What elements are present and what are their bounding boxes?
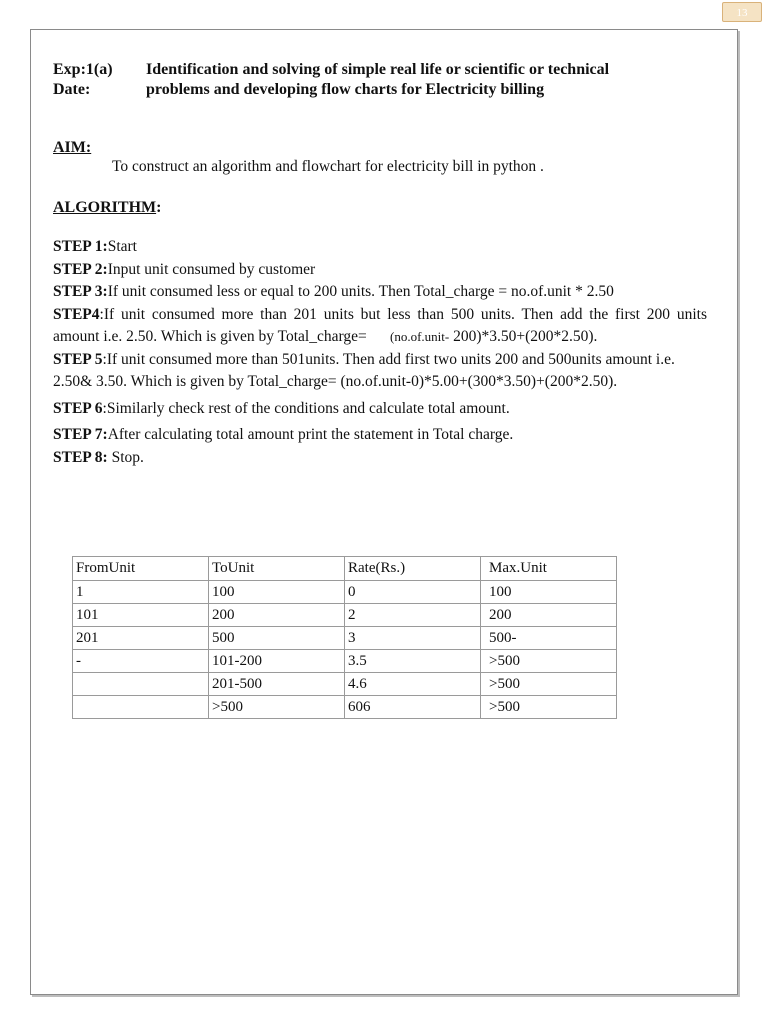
table-row: [73, 581, 617, 604]
aim-heading: AIM:: [53, 139, 92, 156]
column-header-max-unit: Max.Unit: [481, 557, 617, 581]
algorithm-steps: [53, 236, 707, 469]
column-header-to-unit: ToUnit: [209, 557, 345, 581]
algorithm-heading-colon: :: [156, 199, 162, 216]
cell-from-unit: 1: [73, 581, 209, 604]
column-header-from-unit: FromUnit: [73, 557, 209, 581]
experiment-title-line2: problems and developing flow charts for Electricity billing: [146, 81, 545, 98]
step-5: STEP 5:If unit consumed more than 501units. Then add first two units 200 and 500units amount i.e. 2.50& 3.50. Which is given by Total_charge= (no.of.unit-0)*5.00+(300*3.50)+(200*2.50).: [53, 350, 675, 390]
cell-from-unit: 201: [73, 627, 209, 650]
exp-label: Exp:1(a): [53, 61, 113, 78]
cell-max-unit: 500-: [481, 627, 617, 650]
column-header-rate: Rate(Rs.): [345, 557, 481, 581]
cell-max-unit: >500: [481, 673, 617, 696]
cell-to-unit: 200: [209, 604, 345, 627]
table-row: [73, 604, 617, 627]
cell-to-unit: 500: [209, 627, 345, 650]
cell-from-unit: [73, 696, 209, 719]
cell-max-unit: 100: [481, 581, 617, 604]
table-row: [73, 696, 617, 719]
step-8: STEP 8: Stop.: [53, 448, 144, 466]
step-4: STEP4:If unit consumed more than 201 units but less than 500 units. Then add the first 200 units amount i.e. 2.50. Which is given by Total_charge= (no.of.unit- 200)*3.50+(200*2.50).: [53, 305, 707, 345]
step-6: STEP 6:Similarly check rest of the conditions and calculate total amount.: [53, 399, 510, 417]
date-label: Date:: [53, 81, 91, 98]
cell-rate: 3: [345, 627, 481, 650]
page-number-badge: 13: [722, 2, 762, 22]
cell-to-unit: >500: [209, 696, 345, 719]
rate-table: [72, 556, 617, 719]
cell-max-unit: >500: [481, 650, 617, 673]
cell-from-unit: [73, 673, 209, 696]
step-2: STEP 2:Input unit consumed by customer: [53, 260, 316, 278]
cell-rate: 606: [345, 696, 481, 719]
algorithm-heading: [53, 199, 161, 217]
cell-max-unit: 200: [481, 604, 617, 627]
step-1: STEP 1:Start: [53, 238, 137, 255]
aim-text: To construct an algorithm and flowchart for electricity bill in python .: [112, 158, 544, 175]
experiment-header: [53, 60, 713, 100]
table-row: [73, 650, 617, 673]
table-row: [73, 627, 617, 650]
cell-from-unit: -: [73, 650, 209, 673]
step-3: STEP 3:If unit consumed less or equal to 200 units. Then Total_charge = no.of.unit * 2.50: [53, 283, 614, 300]
algorithm-heading-label: ALGORITHM: [53, 199, 157, 216]
cell-rate: 0: [345, 581, 481, 604]
experiment-title-line1: Identification and solving of simple real life or scientific or technical: [146, 61, 610, 78]
cell-from-unit: 101: [73, 604, 209, 627]
cell-to-unit: 101-200: [209, 650, 345, 673]
step-7: STEP 7:After calculating total amount print the statement in Total charge.: [53, 426, 514, 443]
cell-rate: 2: [345, 604, 481, 627]
cell-to-unit: 100: [209, 581, 345, 604]
cell-rate: 3.5: [345, 650, 481, 673]
cell-rate: 4.6: [345, 673, 481, 696]
table-row: [73, 673, 617, 696]
cell-max-unit: >500: [481, 696, 617, 719]
cell-to-unit: 201-500: [209, 673, 345, 696]
table-header-row: [73, 557, 617, 581]
